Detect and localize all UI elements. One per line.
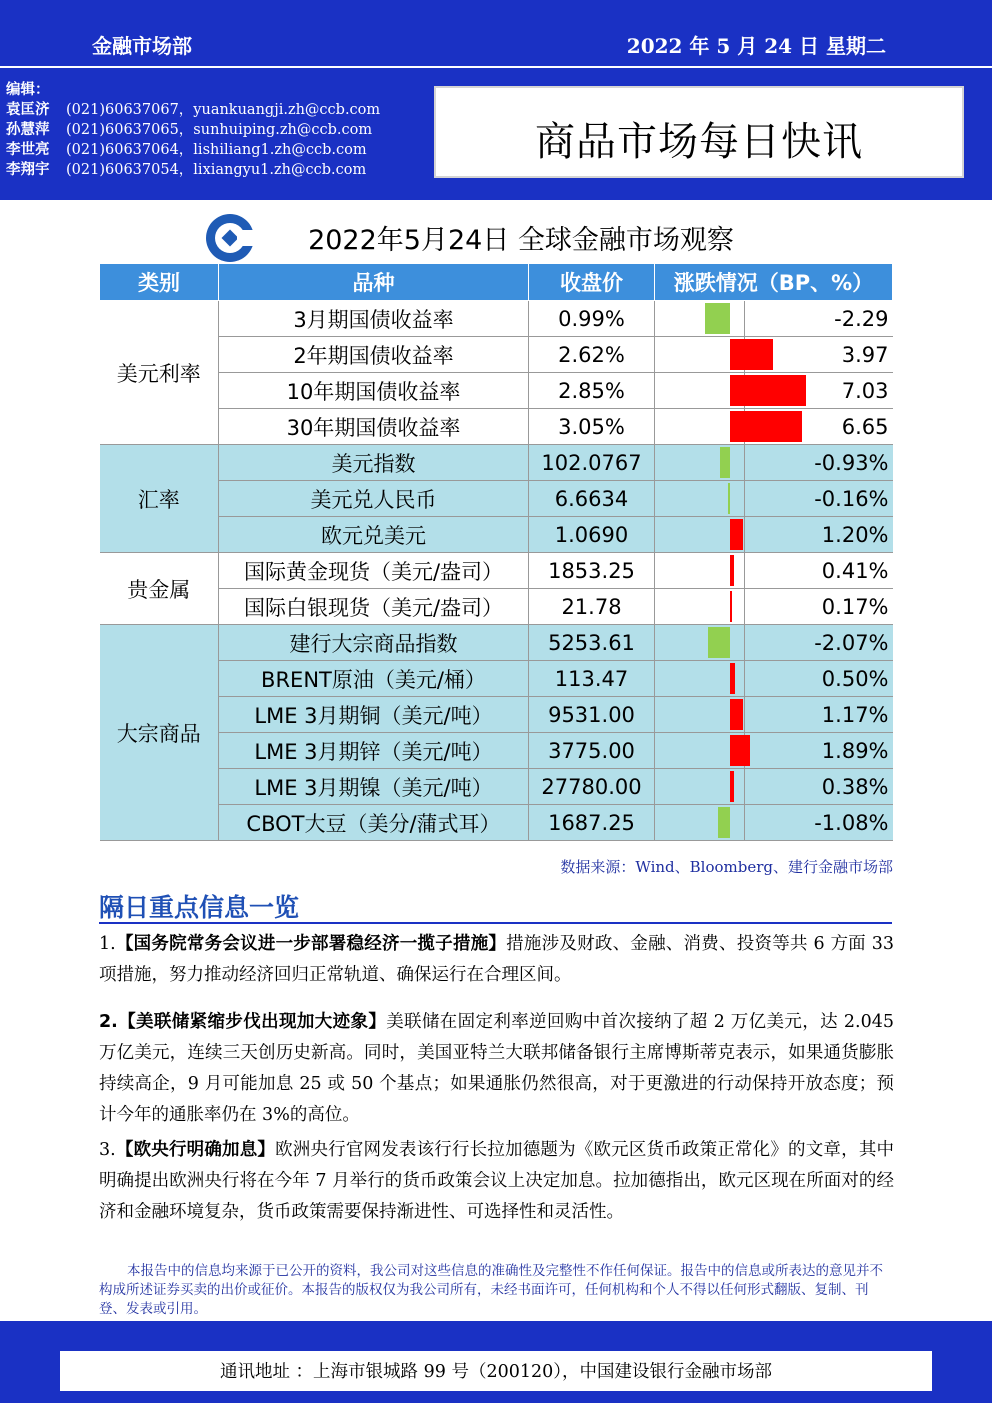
change-bar-cell <box>655 769 745 805</box>
table-row <box>100 589 893 625</box>
editor-phone: (021)60637064， <box>66 142 194 158</box>
change-value-cell: -2.07% <box>745 625 893 661</box>
change-bar-up <box>730 555 734 586</box>
table-row <box>100 517 893 553</box>
news-item <box>99 1135 894 1228</box>
table-body <box>100 301 893 841</box>
editor-email[interactable]: lishiliang1.zh@ccb.com <box>193 142 367 158</box>
footer-address: 通讯地址 ：上海市银城路 99 号（200120），中国建设银行金融市场部 <box>219 1362 772 1382</box>
news-title: 【欧央行明确加息】 <box>115 1140 276 1160</box>
item-cell: LME 3月期锌（美元/吨） <box>219 733 529 769</box>
table-header-row <box>100 264 893 301</box>
column-header: 涨跌情况（BP、%） <box>655 264 893 301</box>
change-value-cell: 7.03 <box>745 373 893 409</box>
change-bar-up <box>730 339 773 370</box>
item-cell: 美元指数 <box>219 445 529 481</box>
news-number: 3. <box>99 1140 116 1160</box>
item-cell: LME 3月期铜（美元/吨） <box>219 697 529 733</box>
change-value-cell: 0.50% <box>745 661 893 697</box>
footer-address-box <box>60 1351 932 1391</box>
table-row <box>100 625 893 661</box>
table-row <box>100 805 893 841</box>
editor-email[interactable]: sunhuiping.zh@ccb.com <box>193 122 373 138</box>
change-bar-down <box>705 303 730 334</box>
close-cell: 2.85% <box>529 373 655 409</box>
change-bar-up <box>730 735 750 766</box>
news-body: 欧洲央行官网发表该行行长拉加德题为《欧元区货币政策正常化》的文章，其中明确提出欧洲央行将在今年 7 月举行的货币政策会议上决定加息。拉加德指出，欧元区现在所面对的经济和金融环境复杂，货币政策需要保持渐进性、可选择性和灵活性。 <box>99 1140 895 1222</box>
item-cell: BRENT原油（美元/桶） <box>219 661 529 697</box>
item-cell: 10年期国债收益率 <box>219 373 529 409</box>
editor-name: 李翔宇 <box>6 162 50 178</box>
change-bar-up <box>730 411 802 442</box>
change-bar-cell <box>655 409 745 445</box>
item-cell: LME 3月期镍（美元/吨） <box>219 769 529 805</box>
editor-row <box>6 160 380 180</box>
close-cell: 6.6634 <box>529 481 655 517</box>
table-row <box>100 445 893 481</box>
item-cell: CBOT大豆（美分/蒲式耳） <box>219 805 529 841</box>
change-bar-cell <box>655 553 745 589</box>
news-item <box>99 1007 894 1131</box>
item-cell: 国际黄金现货（美元/盎司） <box>219 553 529 589</box>
change-bar-up <box>730 771 734 802</box>
table-row <box>100 733 893 769</box>
editors-label: 编辑： <box>6 82 50 98</box>
category-cell: 美元利率 <box>100 301 219 445</box>
change-value-cell: -0.16% <box>745 481 893 517</box>
change-bar-up <box>730 663 735 694</box>
editor-phone: (021)60637065， <box>66 122 194 138</box>
change-bar-cell <box>655 697 745 733</box>
editor-name: 李世亮 <box>6 142 50 158</box>
change-value-cell: 0.41% <box>745 553 893 589</box>
close-cell: 102.0767 <box>529 445 655 481</box>
item-cell: 2年期国债收益率 <box>219 337 529 373</box>
change-bar-cell <box>655 337 745 373</box>
item-cell: 欧元兑美元 <box>219 517 529 553</box>
table-row <box>100 769 893 805</box>
change-bar-cell <box>655 445 745 481</box>
item-cell: 3月期国债收益率 <box>219 301 529 337</box>
report-title: 商品市场每日快讯 <box>535 119 863 165</box>
change-bar-cell <box>655 301 745 337</box>
editor-row <box>6 100 380 120</box>
item-cell: 国际白银现货（美元/盎司） <box>219 589 529 625</box>
column-header: 类别 <box>100 264 219 301</box>
column-header: 收盘价 <box>529 264 655 301</box>
header-divider <box>0 66 992 68</box>
change-bar-down <box>720 447 730 478</box>
close-cell: 113.47 <box>529 661 655 697</box>
change-value-cell: 1.89% <box>745 733 893 769</box>
editor-row <box>6 140 380 160</box>
table-row <box>100 409 893 445</box>
news-body: 美联储在固定利率逆回购中首次接纳了超 2 万亿美元，达 2.045 万亿美元，连续三天创历史新高。同时，美国亚特兰大联邦储备银行主席博斯蒂克表示，如果通货膨胀持续高企，9 月可能加息 25 或 50 个基点；如果通胀仍然很高，对于更激进的行动保持开放态度；预计今年的通胀率仍在 3%的高位。 <box>99 1012 894 1125</box>
change-bar-cell <box>655 661 745 697</box>
change-value-cell: 3.97 <box>745 337 893 373</box>
editor-row <box>6 120 380 140</box>
change-value-cell: 0.38% <box>745 769 893 805</box>
change-value-cell: 1.17% <box>745 697 893 733</box>
change-bar-up <box>730 519 743 550</box>
editor-email[interactable]: lixiangyu1.zh@ccb.com <box>193 162 367 178</box>
category-cell: 大宗商品 <box>100 625 219 841</box>
change-value-cell: -0.93% <box>745 445 893 481</box>
item-cell: 建行大宗商品指数 <box>219 625 529 661</box>
report-header <box>0 0 992 200</box>
change-bar-down <box>728 483 730 514</box>
table-row <box>100 301 893 337</box>
news-item <box>99 929 894 991</box>
close-cell: 1853.25 <box>529 553 655 589</box>
change-bar-down <box>718 807 730 838</box>
editor-phone: (021)60637054， <box>66 162 194 178</box>
editor-name: 孙慧萍 <box>6 122 50 138</box>
news-number: 1. <box>99 934 116 954</box>
news-section-heading: 隔日重点信息一览 <box>99 893 300 922</box>
news-title: 【美联储紧缩步伐出现加大迹象】 <box>117 1012 387 1032</box>
table-row <box>100 553 893 589</box>
change-bar-down <box>708 627 730 658</box>
item-cell: 30年期国债收益率 <box>219 409 529 445</box>
change-bar-up <box>730 699 743 730</box>
editor-phone: (021)60637067， <box>66 102 194 118</box>
table-row <box>100 697 893 733</box>
table-row <box>100 661 893 697</box>
news-section-divider <box>99 922 892 924</box>
close-cell: 3775.00 <box>529 733 655 769</box>
news-body: 措施涉及财政、金融、消费、投资等共 6 方面 33 项措施，努力推动经济回归正常轨道、确保运行在合理区间。 <box>99 934 894 985</box>
news-title: 【国务院常务会议进一步部署稳经济一揽子措施】 <box>115 934 507 954</box>
table-row <box>100 373 893 409</box>
change-bar-cell <box>655 373 745 409</box>
close-cell: 5253.61 <box>529 625 655 661</box>
close-cell: 2.62% <box>529 337 655 373</box>
change-value-cell: -1.08% <box>745 805 893 841</box>
department-name: 金融市场部 <box>92 34 192 58</box>
category-cell: 汇率 <box>100 445 219 553</box>
category-cell: 贵金属 <box>100 553 219 625</box>
report-title-box <box>434 86 964 178</box>
report-date: 2022 年 5 月 24 日 星期二 <box>626 34 886 58</box>
change-bar-up <box>730 591 732 622</box>
table-row <box>100 337 893 373</box>
close-cell: 0.99% <box>529 301 655 337</box>
close-cell: 27780.00 <box>529 769 655 805</box>
change-bar-cell <box>655 517 745 553</box>
close-cell: 9531.00 <box>529 697 655 733</box>
market-table <box>99 263 893 841</box>
change-bar-cell <box>655 805 745 841</box>
data-source: 数据来源：Wind、Bloomberg、建行金融市场部 <box>560 858 893 876</box>
item-cell: 美元兑人民币 <box>219 481 529 517</box>
column-header: 品种 <box>219 264 529 301</box>
close-cell: 3.05% <box>529 409 655 445</box>
change-bar-cell <box>655 481 745 517</box>
change-bar-cell <box>655 733 745 769</box>
close-cell: 1.0690 <box>529 517 655 553</box>
table-row <box>100 481 893 517</box>
change-value-cell: 0.17% <box>745 589 893 625</box>
editor-email[interactable]: yuankuangji.zh@ccb.com <box>193 102 381 118</box>
change-bar-cell <box>655 589 745 625</box>
editor-list <box>6 80 380 180</box>
editor-name: 袁匡济 <box>6 102 50 118</box>
table-title: 2022年5月24日 全球金融市场观察 <box>308 225 734 256</box>
news-number: 2. <box>99 1012 118 1032</box>
change-bar-up <box>730 375 806 406</box>
change-value-cell: -2.29 <box>745 301 893 337</box>
change-value-cell: 1.20% <box>745 517 893 553</box>
close-cell: 1687.25 <box>529 805 655 841</box>
change-bar-cell <box>655 625 745 661</box>
disclaimer: 本报告中的信息均来源于已公开的资料，我公司对这些信息的准确性及完整性不作任何保证。报告中的信息或所表达的意见并不构成所述证券买卖的出价或征价。本报告的版权仅为我公司所有，未经书面许可，任何机构和个人不得以任何形式翻版、复制、刊登、发表或引用。 <box>99 1263 883 1317</box>
change-value-cell: 6.65 <box>745 409 893 445</box>
close-cell: 21.78 <box>529 589 655 625</box>
